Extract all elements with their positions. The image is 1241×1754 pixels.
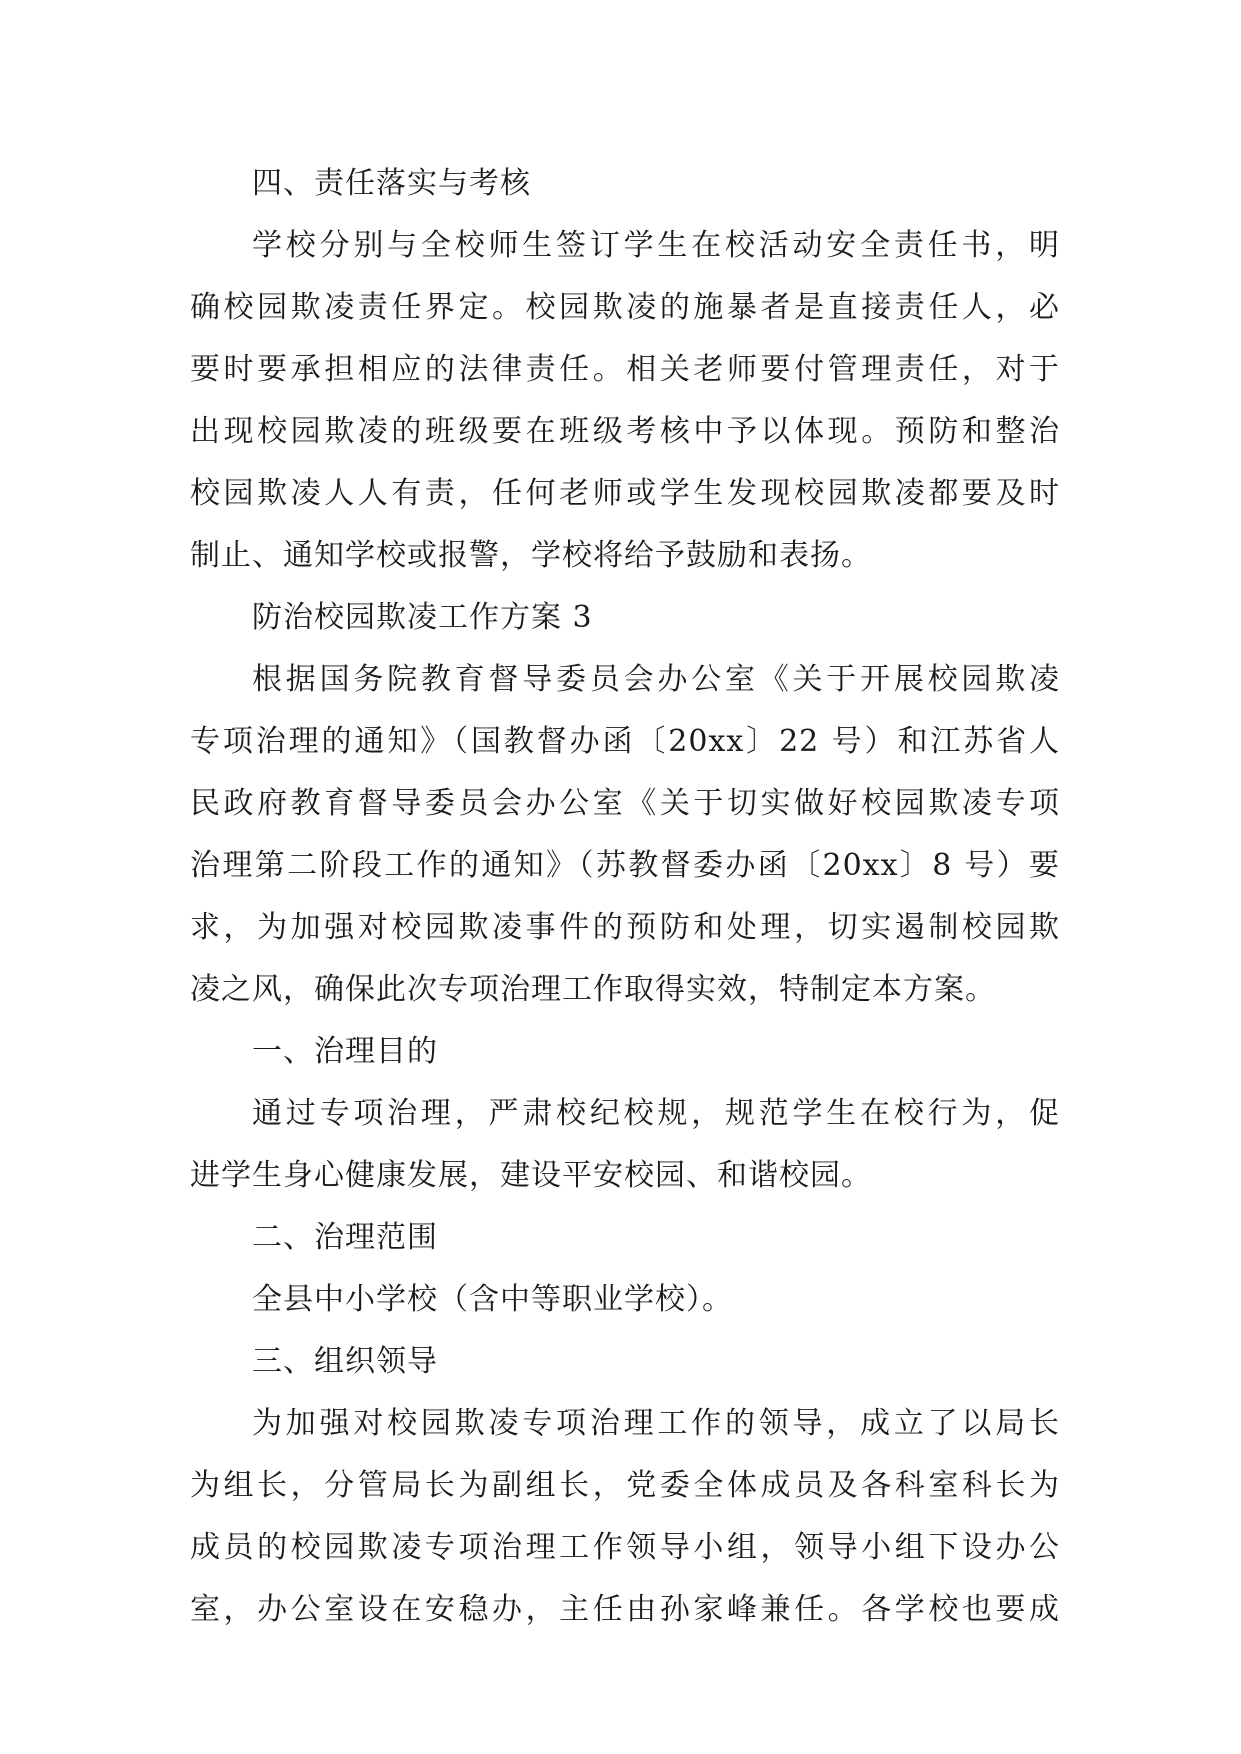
text-line: 校园欺凌人人有责，任何老师或学生发现校园欺凌都要及时 xyxy=(190,476,1060,511)
plan-title xyxy=(190,587,1060,649)
paragraph-responsibility xyxy=(190,215,1060,587)
paragraph-scope xyxy=(190,1269,1060,1331)
paragraph-intro xyxy=(190,649,1060,1021)
text-line: 民政府教育督导委员会办公室《关于切实做好校园欺凌专项 xyxy=(190,786,1060,821)
heading-text: 一、治理目的 xyxy=(252,1034,438,1069)
document-body xyxy=(190,153,1060,1641)
paragraph-goal xyxy=(190,1083,1060,1207)
text-line: 要时要承担相应的法律责任。相关老师要付管理责任，对于 xyxy=(190,352,1060,387)
paragraph-leadership xyxy=(190,1393,1060,1641)
text-line: 制止、通知学校或报警，学校将给予鼓励和表扬。 xyxy=(190,538,872,573)
section-heading-leadership xyxy=(190,1331,1060,1393)
heading-text: 三、组织领导 xyxy=(252,1344,438,1379)
section-heading-scope xyxy=(190,1207,1060,1269)
text-line: 全县中小学校（含中等职业学校）。 xyxy=(252,1282,733,1317)
text-line: 为组长，分管局长为副组长，党委全体成员及各科室科长为 xyxy=(190,1468,1060,1503)
heading-text: 二、治理范围 xyxy=(252,1220,438,1255)
text-line: 求，为加强对校园欺凌事件的预防和处理，切实遏制校园欺 xyxy=(190,910,1060,945)
text-line: 为加强对校园欺凌专项治理工作的领导，成立了以局长 xyxy=(252,1406,1060,1441)
section-heading-goal xyxy=(190,1021,1060,1083)
heading-text: 防治校园欺凌工作方案 3 xyxy=(252,600,593,635)
text-line: 根据国务院教育督导委员会办公室《关于开展校园欺凌 xyxy=(252,662,1060,697)
text-line: 进学生身心健康发展，建设平安校园、和谐校园。 xyxy=(190,1158,872,1193)
text-line: 凌之风，确保此次专项治理工作取得实效，特制定本方案。 xyxy=(190,972,996,1007)
text-line: 通过专项治理，严肃校纪校规，规范学生在校行为，促 xyxy=(252,1096,1060,1131)
section-heading-responsibility xyxy=(190,153,1060,215)
heading-text: 四、责任落实与考核 xyxy=(252,166,531,201)
text-line: 出现校园欺凌的班级要在班级考核中予以体现。预防和整治 xyxy=(190,414,1060,449)
text-line: 确校园欺凌责任界定。校园欺凌的施暴者是直接责任人，必 xyxy=(190,290,1060,325)
text-line: 治理第二阶段工作的通知》（苏教督委办函〔20xx〕8 号）要 xyxy=(190,848,1060,883)
text-line: 成员的校园欺凌专项治理工作领导小组，领导小组下设办公 xyxy=(190,1530,1060,1565)
text-line: 室，办公室设在安稳办，主任由孙家峰兼任。各学校也要成 xyxy=(190,1592,1060,1627)
text-line: 学校分别与全校师生签订学生在校活动安全责任书，明 xyxy=(252,228,1060,263)
text-line: 专项治理的通知》（国教督办函〔20xx〕22 号）和江苏省人 xyxy=(190,724,1060,759)
